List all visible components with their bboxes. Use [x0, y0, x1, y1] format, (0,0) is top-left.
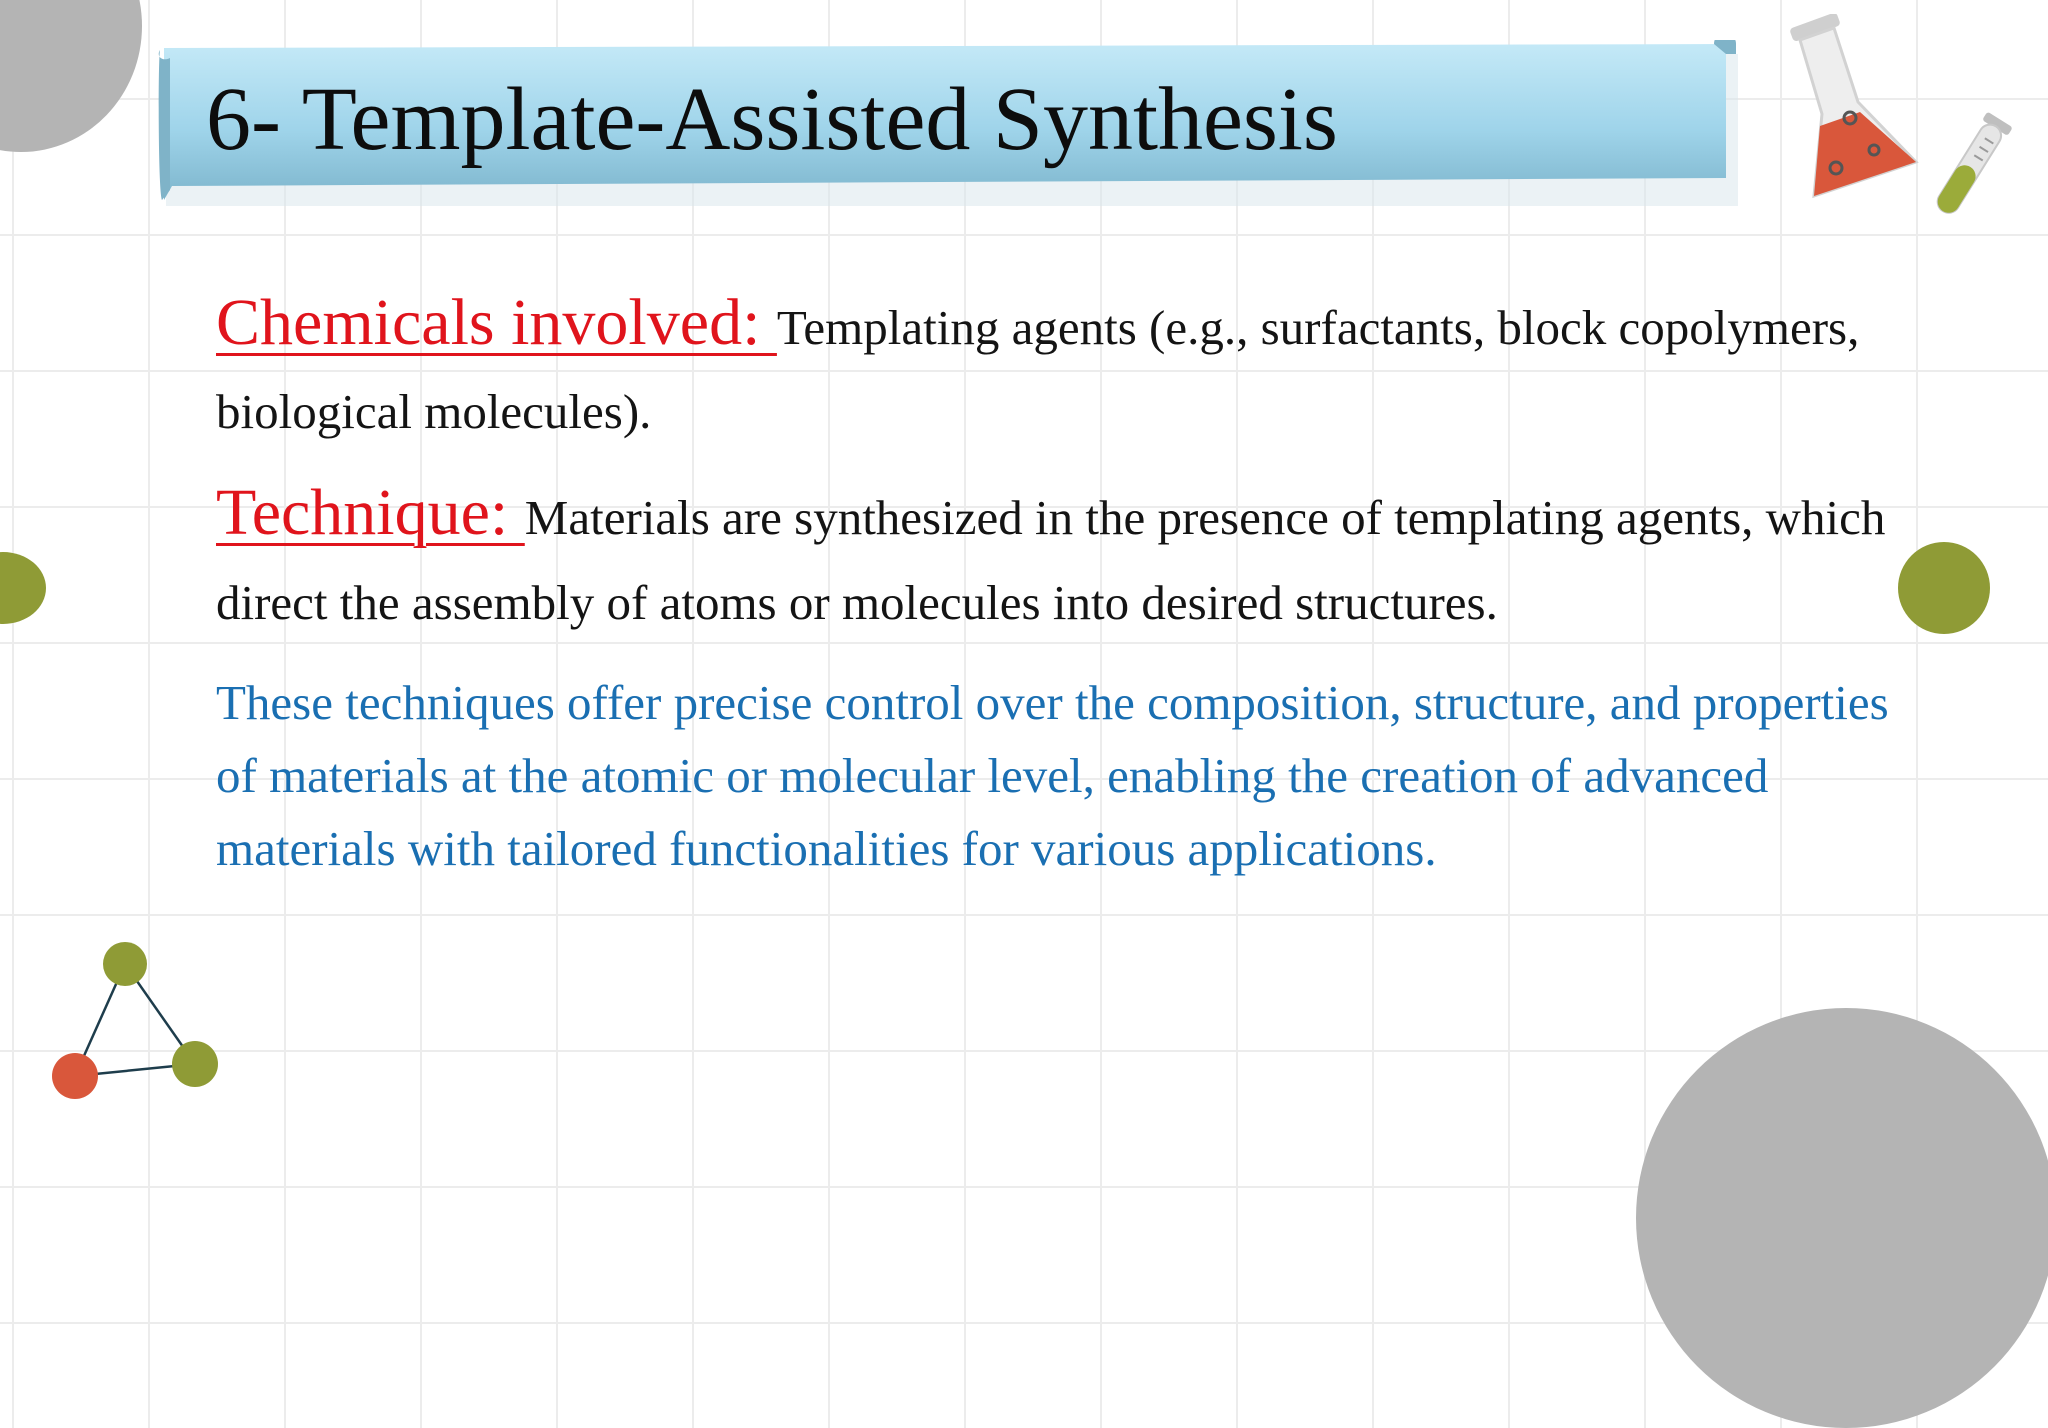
technique-paragraph	[216, 462, 1896, 640]
slide-content	[216, 272, 1896, 885]
technique-label: Technique:	[216, 476, 525, 550]
chemicals-label: Chemicals involved:	[216, 286, 777, 359]
circle-decoration-bottom-right	[1636, 1008, 2048, 1428]
test-tube-icon	[1918, 104, 2018, 234]
dot-decoration-left	[0, 552, 46, 624]
circle-decoration-top-left	[0, 0, 142, 152]
molecule-icon	[40, 932, 230, 1112]
slide-title: 6- Template-Assisted Synthesis	[206, 70, 1338, 169]
summary-paragraph: These techniques offer precise control over the composition, structure, and properties of materials at the atomic or molecular level, enabling the creation of advanced materials with tailored functionalities for various applications.	[216, 675, 1889, 877]
technique-text: Materials are synthesized in the presence of templating agents, which direct the assembly of atoms or molecules into desired structures.	[216, 490, 1886, 630]
dot-decoration-right	[1898, 542, 1990, 634]
chemicals-text: Templating agents (e.g., surfactants, block copolymers, biological molecules).	[216, 300, 1860, 440]
chemicals-paragraph	[216, 272, 1896, 450]
title-banner	[158, 40, 1738, 208]
flask-icon	[1776, 14, 1936, 214]
